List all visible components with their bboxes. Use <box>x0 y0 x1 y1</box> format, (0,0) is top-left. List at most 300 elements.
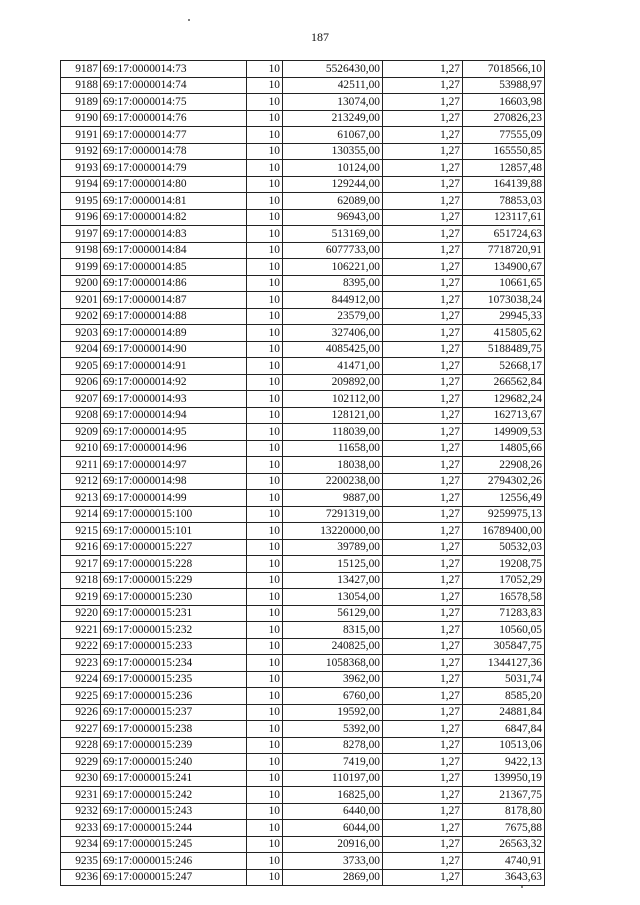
coefficient-cell: 1,27 <box>383 457 463 474</box>
base-value-cell: 42511,00 <box>283 77 383 94</box>
category-code-cell: 10 <box>247 655 283 672</box>
cadastral-number-cell: 69:17:0000014:85 <box>101 259 247 276</box>
base-value-cell: 110197,00 <box>283 770 383 787</box>
coefficient-cell: 1,27 <box>383 308 463 325</box>
base-value-cell: 20916,00 <box>283 836 383 853</box>
coefficient-cell: 1,27 <box>383 341 463 358</box>
cadastral-value-cell: 1073038,24 <box>463 292 545 309</box>
cadastral-value-cell: 22908,26 <box>463 457 545 474</box>
coefficient-cell: 1,27 <box>383 160 463 177</box>
base-value-cell: 96943,00 <box>283 209 383 226</box>
table-row <box>61 754 545 771</box>
coefficient-cell: 1,27 <box>383 539 463 556</box>
row-number-cell: 9232 <box>61 803 101 820</box>
row-number-cell: 9236 <box>61 869 101 886</box>
row-number-cell: 9188 <box>61 77 101 94</box>
coefficient-cell: 1,27 <box>383 473 463 490</box>
row-number-cell: 9200 <box>61 275 101 292</box>
cadastral-number-cell: 69:17:0000015:234 <box>101 655 247 672</box>
category-code-cell: 10 <box>247 358 283 375</box>
cadastral-value-cell: 50532,03 <box>463 539 545 556</box>
coefficient-cell: 1,27 <box>383 688 463 705</box>
row-number-cell: 9217 <box>61 556 101 573</box>
table-row <box>61 490 545 507</box>
row-number-cell: 9206 <box>61 374 101 391</box>
category-code-cell: 10 <box>247 572 283 589</box>
cadastral-number-cell: 69:17:0000014:91 <box>101 358 247 375</box>
table-row <box>61 160 545 177</box>
row-number-cell: 9229 <box>61 754 101 771</box>
cadastral-number-cell: 69:17:0000014:81 <box>101 193 247 210</box>
cadastral-value-cell: 8178,80 <box>463 803 545 820</box>
cadastral-number-cell: 69:17:0000015:230 <box>101 589 247 606</box>
category-code-cell: 10 <box>247 110 283 127</box>
cadastral-number-cell: 69:17:0000014:78 <box>101 143 247 160</box>
category-code-cell: 10 <box>247 688 283 705</box>
cadastral-number-cell: 69:17:0000014:90 <box>101 341 247 358</box>
category-code-cell: 10 <box>247 869 283 886</box>
category-code-cell: 10 <box>247 94 283 111</box>
category-code-cell: 10 <box>247 671 283 688</box>
cadastral-number-cell: 69:17:0000014:75 <box>101 94 247 111</box>
base-value-cell: 209892,00 <box>283 374 383 391</box>
cadastral-value-cell: 1344127,36 <box>463 655 545 672</box>
row-number-cell: 9205 <box>61 358 101 375</box>
cadastral-value-cell: 305847,75 <box>463 638 545 655</box>
row-number-cell: 9195 <box>61 193 101 210</box>
coefficient-cell: 1,27 <box>383 110 463 127</box>
base-value-cell: 19592,00 <box>283 704 383 721</box>
category-code-cell: 10 <box>247 308 283 325</box>
category-code-cell: 10 <box>247 143 283 160</box>
table-row <box>61 737 545 754</box>
cadastral-value-cell: 7018566,10 <box>463 61 545 78</box>
cadastral-value-cell: 270826,23 <box>463 110 545 127</box>
coefficient-cell: 1,27 <box>383 424 463 441</box>
base-value-cell: 8395,00 <box>283 275 383 292</box>
category-code-cell: 10 <box>247 292 283 309</box>
row-number-cell: 9211 <box>61 457 101 474</box>
cadastral-number-cell: 69:17:0000014:87 <box>101 292 247 309</box>
base-value-cell: 62089,00 <box>283 193 383 210</box>
table-row <box>61 622 545 639</box>
cadastral-value-cell: 19208,75 <box>463 556 545 573</box>
table-row <box>61 523 545 540</box>
coefficient-cell: 1,27 <box>383 754 463 771</box>
base-value-cell: 213249,00 <box>283 110 383 127</box>
row-number-cell: 9214 <box>61 506 101 523</box>
base-value-cell: 106221,00 <box>283 259 383 276</box>
table-row <box>61 787 545 804</box>
cadastral-value-cell: 16603,98 <box>463 94 545 111</box>
category-code-cell: 10 <box>247 424 283 441</box>
category-code-cell: 10 <box>247 457 283 474</box>
category-code-cell: 10 <box>247 638 283 655</box>
coefficient-cell: 1,27 <box>383 259 463 276</box>
base-value-cell: 6760,00 <box>283 688 383 705</box>
cadastral-number-cell: 69:17:0000014:94 <box>101 407 247 424</box>
coefficient-cell: 1,27 <box>383 77 463 94</box>
cadastral-value-cell: 134900,67 <box>463 259 545 276</box>
category-code-cell: 10 <box>247 506 283 523</box>
coefficient-cell: 1,27 <box>383 226 463 243</box>
table-row <box>61 358 545 375</box>
coefficient-cell: 1,27 <box>383 853 463 870</box>
row-number-cell: 9222 <box>61 638 101 655</box>
row-number-cell: 9187 <box>61 61 101 78</box>
category-code-cell: 10 <box>247 556 283 573</box>
row-number-cell: 9215 <box>61 523 101 540</box>
base-value-cell: 4085425,00 <box>283 341 383 358</box>
cadastral-number-cell: 69:17:0000015:237 <box>101 704 247 721</box>
category-code-cell: 10 <box>247 589 283 606</box>
table-row <box>61 820 545 837</box>
table-row <box>61 209 545 226</box>
category-code-cell: 10 <box>247 341 283 358</box>
row-number-cell: 9210 <box>61 440 101 457</box>
coefficient-cell: 1,27 <box>383 506 463 523</box>
row-number-cell: 9212 <box>61 473 101 490</box>
base-value-cell: 11658,00 <box>283 440 383 457</box>
coefficient-cell: 1,27 <box>383 242 463 259</box>
table-row <box>61 193 545 210</box>
base-value-cell: 3733,00 <box>283 853 383 870</box>
cadastral-value-cell: 7718720,91 <box>463 242 545 259</box>
category-code-cell: 10 <box>247 754 283 771</box>
table-row <box>61 869 545 886</box>
cadastral-number-cell: 69:17:0000014:77 <box>101 127 247 144</box>
cadastral-value-cell: 12556,49 <box>463 490 545 507</box>
base-value-cell: 5526430,00 <box>283 61 383 78</box>
base-value-cell: 13074,00 <box>283 94 383 111</box>
table-row <box>61 325 545 342</box>
row-number-cell: 9189 <box>61 94 101 111</box>
row-number-cell: 9191 <box>61 127 101 144</box>
cadastral-value-cell: 4740,91 <box>463 853 545 870</box>
base-value-cell: 128121,00 <box>283 407 383 424</box>
coefficient-cell: 1,27 <box>383 407 463 424</box>
table-row <box>61 226 545 243</box>
category-code-cell: 10 <box>247 836 283 853</box>
row-number-cell: 9219 <box>61 589 101 606</box>
base-value-cell: 327406,00 <box>283 325 383 342</box>
category-code-cell: 10 <box>247 407 283 424</box>
table-row <box>61 506 545 523</box>
coefficient-cell: 1,27 <box>383 572 463 589</box>
base-value-cell: 130355,00 <box>283 143 383 160</box>
cadastral-value-cell: 129682,24 <box>463 391 545 408</box>
row-number-cell: 9221 <box>61 622 101 639</box>
category-code-cell: 10 <box>247 622 283 639</box>
coefficient-cell: 1,27 <box>383 193 463 210</box>
cadastral-number-cell: 69:17:0000014:80 <box>101 176 247 193</box>
table-row <box>61 259 545 276</box>
category-code-cell: 10 <box>247 853 283 870</box>
cadastral-number-cell: 69:17:0000015:228 <box>101 556 247 573</box>
table-row <box>61 770 545 787</box>
cadastral-value-cell: 3643,63 <box>463 869 545 886</box>
base-value-cell: 844912,00 <box>283 292 383 309</box>
table-body <box>61 61 545 886</box>
row-number-cell: 9192 <box>61 143 101 160</box>
coefficient-cell: 1,27 <box>383 787 463 804</box>
category-code-cell: 10 <box>247 605 283 622</box>
coefficient-cell: 1,27 <box>383 556 463 573</box>
table-row <box>61 721 545 738</box>
cadastral-value-cell: 415805,62 <box>463 325 545 342</box>
table-row <box>61 94 545 111</box>
table-row <box>61 127 545 144</box>
base-value-cell: 8315,00 <box>283 622 383 639</box>
row-number-cell: 9194 <box>61 176 101 193</box>
table-row <box>61 853 545 870</box>
base-value-cell: 15125,00 <box>283 556 383 573</box>
row-number-cell: 9199 <box>61 259 101 276</box>
coefficient-cell: 1,27 <box>383 820 463 837</box>
coefficient-cell: 1,27 <box>383 622 463 639</box>
cadastral-value-cell: 7675,88 <box>463 820 545 837</box>
base-value-cell: 23579,00 <box>283 308 383 325</box>
base-value-cell: 13054,00 <box>283 589 383 606</box>
cadastral-value-cell: 5188489,75 <box>463 341 545 358</box>
category-code-cell: 10 <box>247 259 283 276</box>
coefficient-cell: 1,27 <box>383 209 463 226</box>
category-code-cell: 10 <box>247 127 283 144</box>
base-value-cell: 18038,00 <box>283 457 383 474</box>
cadastral-number-cell: 69:17:0000014:82 <box>101 209 247 226</box>
table-row <box>61 292 545 309</box>
coefficient-cell: 1,27 <box>383 127 463 144</box>
category-code-cell: 10 <box>247 721 283 738</box>
coefficient-cell: 1,27 <box>383 176 463 193</box>
category-code-cell: 10 <box>247 473 283 490</box>
row-number-cell: 9225 <box>61 688 101 705</box>
cadastral-value-cell: 21367,75 <box>463 787 545 804</box>
cadastral-number-cell: 69:17:0000015:247 <box>101 869 247 886</box>
row-number-cell: 9208 <box>61 407 101 424</box>
coefficient-cell: 1,27 <box>383 523 463 540</box>
category-code-cell: 10 <box>247 275 283 292</box>
cadastral-number-cell: 69:17:0000015:235 <box>101 671 247 688</box>
cadastral-number-cell: 69:17:0000015:240 <box>101 754 247 771</box>
cadastral-value-table <box>60 60 545 886</box>
coefficient-cell: 1,27 <box>383 374 463 391</box>
coefficient-cell: 1,27 <box>383 655 463 672</box>
coefficient-cell: 1,27 <box>383 589 463 606</box>
row-number-cell: 9197 <box>61 226 101 243</box>
table-row <box>61 391 545 408</box>
table-row <box>61 605 545 622</box>
table-row <box>61 308 545 325</box>
row-number-cell: 9226 <box>61 704 101 721</box>
cadastral-number-cell: 69:17:0000015:100 <box>101 506 247 523</box>
base-value-cell: 102112,00 <box>283 391 383 408</box>
category-code-cell: 10 <box>247 770 283 787</box>
cadastral-value-cell: 14805,66 <box>463 440 545 457</box>
table-row <box>61 473 545 490</box>
table-row <box>61 242 545 259</box>
category-code-cell: 10 <box>247 209 283 226</box>
table-row <box>61 704 545 721</box>
cadastral-value-cell: 165550,85 <box>463 143 545 160</box>
base-value-cell: 56129,00 <box>283 605 383 622</box>
cadastral-number-cell: 69:17:0000014:86 <box>101 275 247 292</box>
cadastral-value-cell: 5031,74 <box>463 671 545 688</box>
category-code-cell: 10 <box>247 193 283 210</box>
coefficient-cell: 1,27 <box>383 391 463 408</box>
row-number-cell: 9235 <box>61 853 101 870</box>
row-number-cell: 9190 <box>61 110 101 127</box>
cadastral-number-cell: 69:17:0000015:233 <box>101 638 247 655</box>
row-number-cell: 9218 <box>61 572 101 589</box>
cadastral-value-cell: 10661,65 <box>463 275 545 292</box>
table-row <box>61 176 545 193</box>
coefficient-cell: 1,27 <box>383 737 463 754</box>
cadastral-value-cell: 266562,84 <box>463 374 545 391</box>
base-value-cell: 6440,00 <box>283 803 383 820</box>
category-code-cell: 10 <box>247 374 283 391</box>
row-number-cell: 9203 <box>61 325 101 342</box>
base-value-cell: 3962,00 <box>283 671 383 688</box>
base-value-cell: 13427,00 <box>283 572 383 589</box>
table-row <box>61 407 545 424</box>
coefficient-cell: 1,27 <box>383 325 463 342</box>
cadastral-number-cell: 69:17:0000014:83 <box>101 226 247 243</box>
cadastral-number-cell: 69:17:0000015:231 <box>101 605 247 622</box>
cadastral-number-cell: 69:17:0000015:242 <box>101 787 247 804</box>
table-row <box>61 539 545 556</box>
cadastral-number-cell: 69:17:0000015:244 <box>101 820 247 837</box>
base-value-cell: 61067,00 <box>283 127 383 144</box>
coefficient-cell: 1,27 <box>383 638 463 655</box>
cadastral-number-cell: 69:17:0000015:238 <box>101 721 247 738</box>
cadastral-number-cell: 69:17:0000014:76 <box>101 110 247 127</box>
base-value-cell: 129244,00 <box>283 176 383 193</box>
cadastral-number-cell: 69:17:0000014:84 <box>101 242 247 259</box>
coefficient-cell: 1,27 <box>383 94 463 111</box>
table-row <box>61 61 545 78</box>
category-code-cell: 10 <box>247 77 283 94</box>
table-row <box>61 572 545 589</box>
cadastral-value-cell: 9422,13 <box>463 754 545 771</box>
cadastral-value-cell: 651724,63 <box>463 226 545 243</box>
row-number-cell: 9198 <box>61 242 101 259</box>
coefficient-cell: 1,27 <box>383 836 463 853</box>
row-number-cell: 9220 <box>61 605 101 622</box>
cadastral-number-cell: 69:17:0000014:93 <box>101 391 247 408</box>
row-number-cell: 9233 <box>61 820 101 837</box>
row-number-cell: 9231 <box>61 787 101 804</box>
cadastral-number-cell: 69:17:0000015:101 <box>101 523 247 540</box>
cadastral-value-cell: 2794302,26 <box>463 473 545 490</box>
base-value-cell: 7291319,00 <box>283 506 383 523</box>
cadastral-number-cell: 69:17:0000015:232 <box>101 622 247 639</box>
cadastral-number-cell: 69:17:0000015:236 <box>101 688 247 705</box>
row-number-cell: 9201 <box>61 292 101 309</box>
base-value-cell: 8278,00 <box>283 737 383 754</box>
table-row <box>61 655 545 672</box>
cadastral-value-cell: 164139,88 <box>463 176 545 193</box>
category-code-cell: 10 <box>247 242 283 259</box>
cadastral-value-cell: 78853,03 <box>463 193 545 210</box>
category-code-cell: 10 <box>247 803 283 820</box>
coefficient-cell: 1,27 <box>383 869 463 886</box>
scan-speck <box>188 19 190 21</box>
row-number-cell: 9209 <box>61 424 101 441</box>
table-row <box>61 688 545 705</box>
base-value-cell: 13220000,00 <box>283 523 383 540</box>
base-value-cell: 2200238,00 <box>283 473 383 490</box>
category-code-cell: 10 <box>247 226 283 243</box>
cadastral-number-cell: 69:17:0000015:241 <box>101 770 247 787</box>
cadastral-value-cell: 12857,48 <box>463 160 545 177</box>
cadastral-number-cell: 69:17:0000014:92 <box>101 374 247 391</box>
coefficient-cell: 1,27 <box>383 358 463 375</box>
category-code-cell: 10 <box>247 820 283 837</box>
row-number-cell: 9227 <box>61 721 101 738</box>
table-row <box>61 836 545 853</box>
category-code-cell: 10 <box>247 490 283 507</box>
row-number-cell: 9196 <box>61 209 101 226</box>
cadastral-number-cell: 69:17:0000014:89 <box>101 325 247 342</box>
table-row <box>61 803 545 820</box>
cadastral-number-cell: 69:17:0000014:74 <box>101 77 247 94</box>
row-number-cell: 9223 <box>61 655 101 672</box>
coefficient-cell: 1,27 <box>383 803 463 820</box>
coefficient-cell: 1,27 <box>383 143 463 160</box>
category-code-cell: 10 <box>247 539 283 556</box>
table-row <box>61 77 545 94</box>
base-value-cell: 9887,00 <box>283 490 383 507</box>
row-number-cell: 9204 <box>61 341 101 358</box>
cadastral-number-cell: 69:17:0000014:88 <box>101 308 247 325</box>
category-code-cell: 10 <box>247 737 283 754</box>
table-row <box>61 589 545 606</box>
cadastral-value-cell: 6847,84 <box>463 721 545 738</box>
category-code-cell: 10 <box>247 160 283 177</box>
base-value-cell: 10124,00 <box>283 160 383 177</box>
table-row <box>61 556 545 573</box>
cadastral-value-cell: 53988,97 <box>463 77 545 94</box>
cadastral-number-cell: 69:17:0000014:99 <box>101 490 247 507</box>
row-number-cell: 9230 <box>61 770 101 787</box>
category-code-cell: 10 <box>247 325 283 342</box>
cadastral-value-cell: 16578,58 <box>463 589 545 606</box>
row-number-cell: 9202 <box>61 308 101 325</box>
cadastral-value-cell: 16789400,00 <box>463 523 545 540</box>
table-row <box>61 671 545 688</box>
cadastral-value-cell: 149909,53 <box>463 424 545 441</box>
cadastral-value-cell: 139950,19 <box>463 770 545 787</box>
table-row <box>61 275 545 292</box>
cadastral-value-cell: 52668,17 <box>463 358 545 375</box>
category-code-cell: 10 <box>247 523 283 540</box>
table-row <box>61 424 545 441</box>
row-number-cell: 9216 <box>61 539 101 556</box>
page-number: 187 <box>311 30 329 44</box>
table-row <box>61 143 545 160</box>
coefficient-cell: 1,27 <box>383 605 463 622</box>
base-value-cell: 5392,00 <box>283 721 383 738</box>
scan-speck <box>521 886 523 888</box>
cadastral-value-cell: 8585,20 <box>463 688 545 705</box>
cadastral-number-cell: 69:17:0000015:243 <box>101 803 247 820</box>
base-value-cell: 16825,00 <box>283 787 383 804</box>
row-number-cell: 9234 <box>61 836 101 853</box>
coefficient-cell: 1,27 <box>383 275 463 292</box>
base-value-cell: 41471,00 <box>283 358 383 375</box>
category-code-cell: 10 <box>247 704 283 721</box>
